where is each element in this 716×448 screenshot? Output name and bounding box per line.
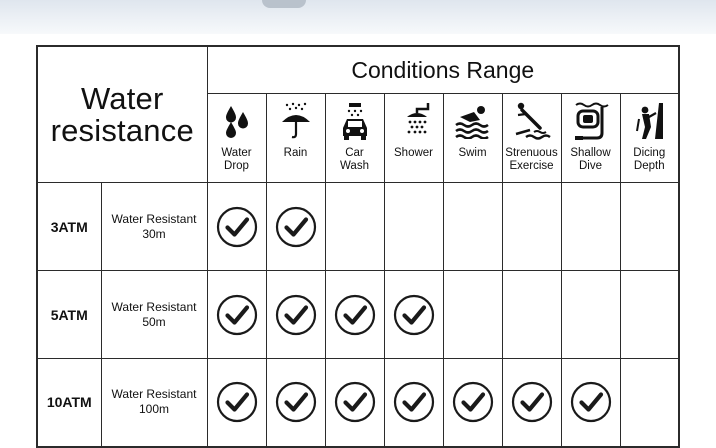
check-circle-icon bbox=[385, 380, 443, 424]
check-circle-icon bbox=[326, 380, 384, 424]
check-circle-icon bbox=[326, 293, 384, 337]
check-cell bbox=[502, 359, 561, 447]
check-circle-icon bbox=[444, 380, 502, 424]
empty-cell bbox=[620, 271, 679, 359]
rating-label: 3ATM bbox=[37, 183, 101, 271]
check-cell bbox=[207, 183, 266, 271]
condition-label: Strenuous Exercise bbox=[505, 147, 558, 172]
conditions-range-heading: Conditions Range bbox=[207, 46, 679, 94]
check-cell bbox=[561, 359, 620, 447]
umbrella-rain-icon bbox=[267, 98, 325, 144]
condition-label: Water Drop bbox=[221, 147, 252, 172]
empty-cell bbox=[443, 271, 502, 359]
table-title bbox=[37, 46, 207, 183]
scuba-diver-icon bbox=[621, 98, 679, 144]
empty-cell bbox=[502, 183, 561, 271]
rating-row-5atm bbox=[37, 271, 679, 359]
check-circle-icon bbox=[267, 380, 325, 424]
check-cell bbox=[384, 271, 443, 359]
check-cell bbox=[207, 271, 266, 359]
swimmer-icon bbox=[444, 98, 502, 144]
banner-decoration bbox=[262, 0, 306, 8]
rating-label: 10ATM bbox=[37, 359, 101, 447]
top-banner bbox=[0, 0, 716, 34]
condition-label: Car Wash bbox=[340, 147, 369, 172]
condition-strenuous-exercise bbox=[502, 94, 561, 183]
condition-label: Shower bbox=[394, 147, 433, 159]
condition-shower bbox=[384, 94, 443, 183]
water-resistance-table bbox=[36, 45, 680, 448]
rating-description: Water Resistant 30m bbox=[101, 183, 207, 271]
check-cell bbox=[266, 359, 325, 447]
rating-row-10atm bbox=[37, 359, 679, 447]
condition-swim bbox=[443, 94, 502, 183]
title-line-1: Water bbox=[80, 80, 164, 116]
check-circle-icon bbox=[385, 293, 443, 337]
check-cell bbox=[325, 359, 384, 447]
empty-cell bbox=[443, 183, 502, 271]
rating-description: Water Resistant 100m bbox=[101, 359, 207, 447]
condition-dicing-depth bbox=[620, 94, 679, 183]
check-cell bbox=[384, 359, 443, 447]
water-resistance-chart bbox=[36, 45, 680, 448]
check-circle-icon bbox=[267, 293, 325, 337]
condition-label: Swim bbox=[458, 147, 487, 159]
empty-cell bbox=[325, 183, 384, 271]
rating-label: 5ATM bbox=[37, 271, 101, 359]
check-cell bbox=[207, 359, 266, 447]
check-cell bbox=[443, 359, 502, 447]
empty-cell bbox=[384, 183, 443, 271]
empty-cell bbox=[561, 183, 620, 271]
condition-label: Rain bbox=[283, 147, 308, 159]
rating-description: Water Resistant 50m bbox=[101, 271, 207, 359]
check-cell bbox=[266, 183, 325, 271]
water-drop-icon bbox=[208, 98, 266, 144]
diver-icon bbox=[503, 98, 561, 144]
shower-icon bbox=[385, 98, 443, 144]
condition-water-drop bbox=[207, 94, 266, 183]
check-circle-icon bbox=[208, 205, 266, 249]
condition-label: Dicing Depth bbox=[633, 147, 666, 172]
snorkel-mask-icon bbox=[562, 98, 620, 144]
rating-row-3atm bbox=[37, 183, 679, 271]
check-circle-icon bbox=[208, 293, 266, 337]
header-row-top bbox=[37, 46, 679, 94]
condition-shallow-dive bbox=[561, 94, 620, 183]
condition-rain bbox=[266, 94, 325, 183]
check-circle-icon bbox=[503, 380, 561, 424]
check-cell bbox=[266, 271, 325, 359]
check-cell bbox=[325, 271, 384, 359]
title-line-2: resistance bbox=[50, 112, 194, 148]
car-wash-icon bbox=[326, 98, 384, 144]
condition-label: Shallow Dive bbox=[570, 147, 611, 172]
check-circle-icon bbox=[562, 380, 620, 424]
empty-cell bbox=[502, 271, 561, 359]
condition-car-wash bbox=[325, 94, 384, 183]
check-circle-icon bbox=[267, 205, 325, 249]
empty-cell bbox=[620, 183, 679, 271]
empty-cell bbox=[561, 271, 620, 359]
check-circle-icon bbox=[208, 380, 266, 424]
empty-cell bbox=[620, 359, 679, 447]
